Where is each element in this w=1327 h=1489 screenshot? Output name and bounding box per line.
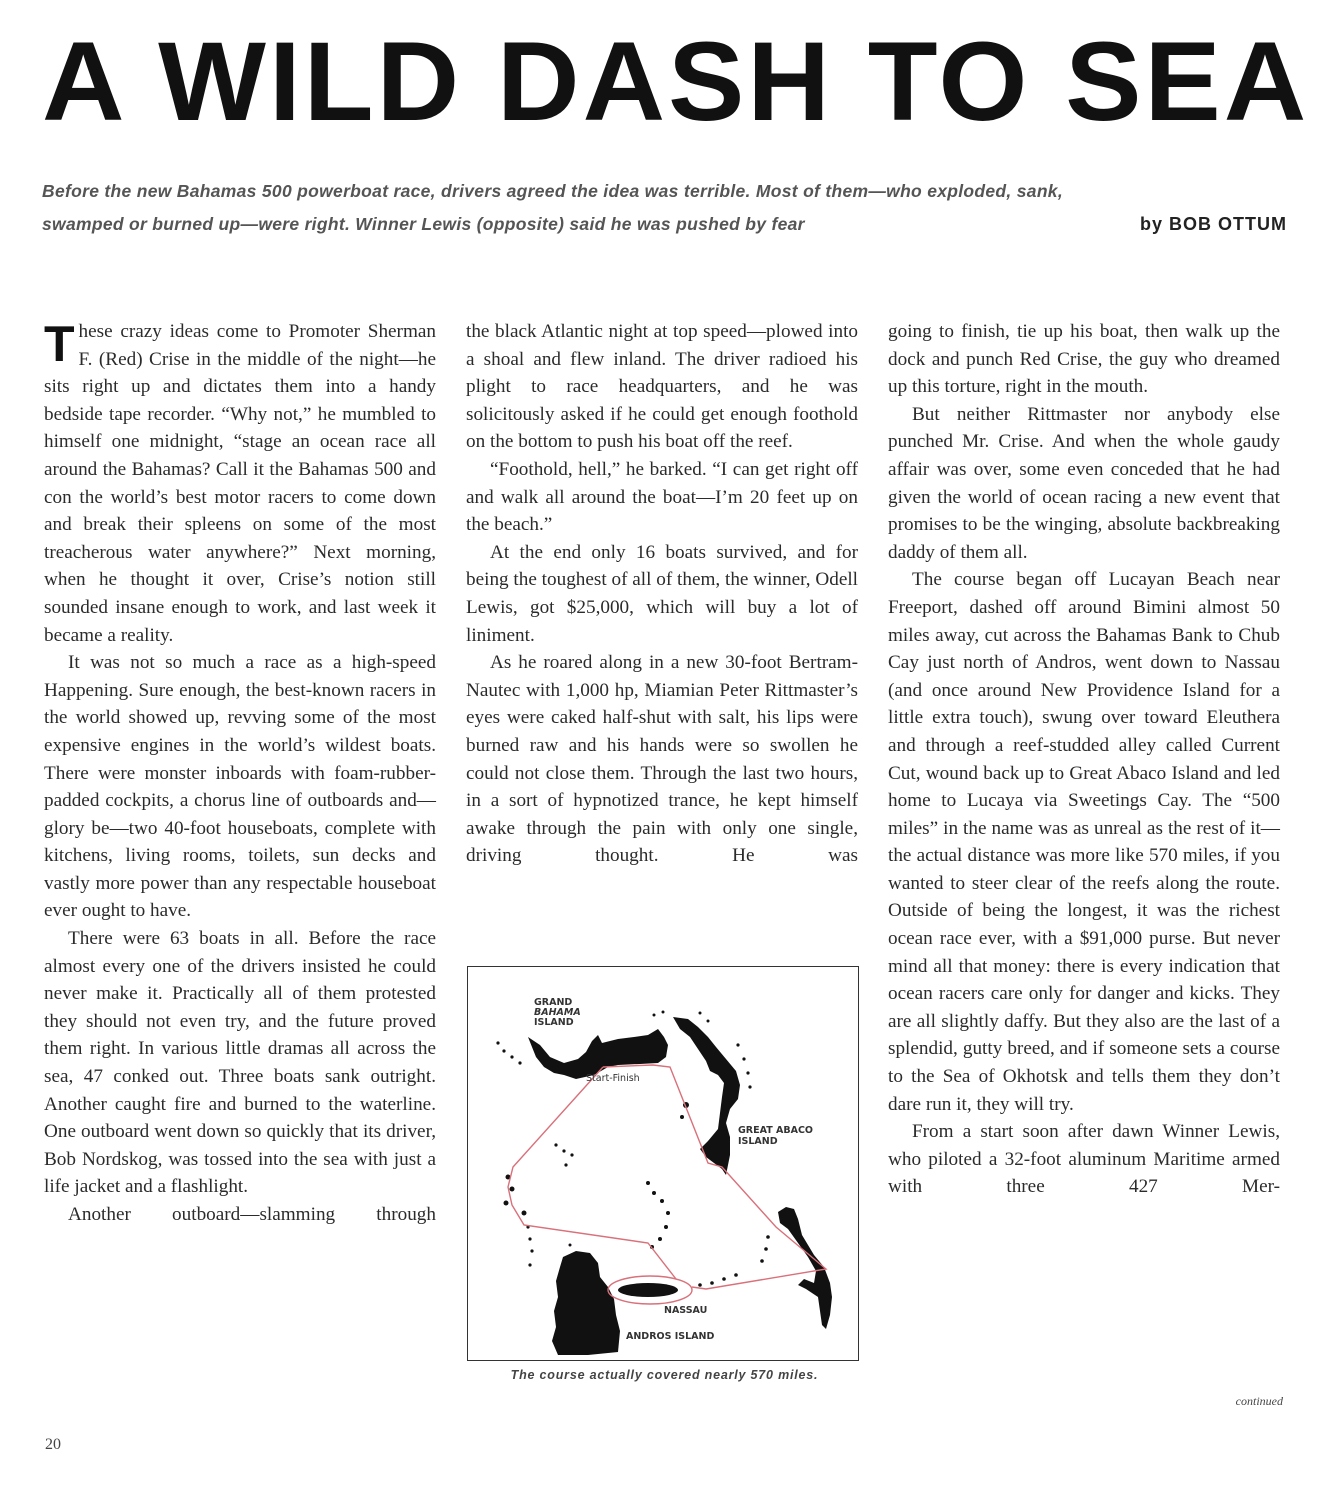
map-caption: The course actually covered nearly 570 miles.	[510, 1368, 819, 1382]
map-label-start-finish: Start-Finish	[586, 1073, 640, 1084]
route-line	[603, 1065, 826, 1289]
page-number: 20	[45, 1436, 61, 1453]
race-route	[508, 1065, 826, 1304]
andros-island	[552, 1251, 620, 1355]
course-map	[467, 966, 859, 1361]
deck-line-2	[42, 208, 1287, 241]
course-map-svg	[468, 967, 858, 1360]
map-label-andros: ANDROS ISLAND	[626, 1331, 715, 1342]
paragraph: From a start soon after dawn Winner Lewis, who piloted a 32-foot aluminum Maritime armed with three 427 Mer-	[888, 1121, 1280, 1198]
great-abaco-island	[673, 1017, 740, 1175]
article-column-3	[888, 318, 1280, 1201]
paragraph: As he roared along in a new 30-foot Bertram-Nautec with 1,000 hp, Miamian Peter Rittmaster’s eyes were caked half-shut with salt, his lips were burned raw and his hands were so swollen he could not close them. Through the last two hours, in a sort of hypnotized trance, he kept himself awake through the pain with only one single, driving thought. He was	[466, 652, 858, 867]
paragraph: “Foothold, hell,” he barked. “I can get right off and walk all around the boat—I’m 20 feet up on the beach.”	[466, 458, 858, 536]
paragraph: the black Atlantic night at top speed—plowed into a shoal and flew inland. The driver radioed his plight to race headquarters, and he was solicitously asked if he could get enough foothold on the bottom to push his boat off the reef.	[466, 321, 858, 453]
new-providence-island	[618, 1283, 678, 1297]
paragraph: It was not so much a race as a high-speed Happening. Sure enough, the best-known racers in the world showed up, revving some of the most expensive engines in the world’s wildest boats. There were monster inboards with foam-rubber-padded cockpits, a chorus line of outboards and—glory be—two 40-foot houseboats, complete with kitchens, living rooms, toilets, sun decks and vastly more power than any respectable houseboat ever ought to have.	[44, 652, 436, 922]
article-column-2	[466, 318, 858, 870]
route-line	[508, 1067, 676, 1279]
map-label-great-abaco: ISLAND	[738, 1136, 778, 1147]
paragraph-text: hese crazy ideas come to Promoter Sherman F. (Red) Crise in the middle of the night—he sits right up and dictates them into a handy bedside tape recorder. “Why not,” he mumbled to himself one midnight, “stage an ocean race all around the Bahamas? Call it the Bahamas 500 and con the world’s best motor racers to come down and break their spleens on some of the most treacherous water anywhere?” Next morning, when he thought it over, Crise’s notion still sounded insane enough to work, and last week it became a reality.	[44, 321, 436, 646]
headline: A WILD DASH TO SEA	[42, 19, 1310, 144]
paragraph: But neither Rittmaster nor anybody else punched Mr. Crise. And when the whole gaudy affair was over, some even conceded that he had given the world of ocean racing a new event that promises to be the winging, absolute backbreaking daddy of them all.	[888, 403, 1280, 563]
paragraph: At the end only 16 boats survived, and for being the toughest of all of them, the winner, Odell Lewis, got $25,000, which will buy a lot of liniment.	[466, 541, 858, 646]
deck	[42, 175, 1287, 241]
paragraph	[44, 318, 436, 649]
map-label-grand-bahama: GRAND	[534, 997, 573, 1008]
article-column-1	[44, 318, 436, 1229]
byline: by BOB OTTUM	[1140, 214, 1287, 234]
drop-cap: T	[44, 316, 75, 372]
deck-line-1: Before the new Bahamas 500 powerboat race, drivers agreed the idea was terrible. Most of them—who exploded, sank,	[42, 181, 1063, 201]
deck-line-2-text: swamped or burned up—were right. Winner Lewis (opposite) said he was pushed by fear	[42, 214, 805, 234]
continued-label: continued	[1235, 1394, 1283, 1408]
paragraph: There were 63 boats in all. Before the race almost every one of the drivers insisted he could never make it. Practically all of them protested they should not even try, and the future proved them right. In various little dramas all across the sea, 47 conked out. Three boats sank outright. Another caught fire and burned to the waterline. One outboard went down so quickly that its driver, Bob Nordskog, was tossed into the sea with just a life jacket and a flashlight.	[44, 928, 436, 1198]
paragraph: The course began off Lucayan Beach near Freeport, dashed off around Bimini almost 50 miles away, cut across the Bahamas Bank to Chub Cay just north of Andros, went down to Nassau (and once around New Providence Island for a little extra touch), swung over toward Eleuthera and through a reef-studded alley called Current Cut, wound back up to Great Abaco Island and led home to Lucaya via Sweetings Cay. The “500 miles” in the name was as unreal as the rest of it—the actual distance was more like 570 miles, if you wanted to steer clear of the reefs along the route. Outside of being the longest, it was the richest ocean race ever, with a $91,000 purse. But never mind all that money: there is every indication that ocean racers care only for danger and kicks. They are all slightly daffy. But they also are the last of a splendid, gutty breed, and if someone sets a course to the Sea of Okhotsk and tells them they don’t dare run it, they will try.	[888, 569, 1280, 1115]
map-label-great-abaco: GREAT ABACO	[738, 1125, 813, 1136]
grand-bahama-island	[528, 1029, 668, 1079]
paragraph: Another outboard—slamming through	[68, 1204, 436, 1225]
map-label-nassau: NASSAU	[664, 1305, 708, 1316]
paragraph: going to finish, tie up his boat, then walk up the dock and punch Red Crise, the guy who dreamed up this torture, right in the mouth.	[888, 321, 1280, 398]
map-label-grand-bahama: ISLAND	[534, 1017, 574, 1028]
map-label-grand-bahama: BAHAMA	[534, 1007, 581, 1018]
